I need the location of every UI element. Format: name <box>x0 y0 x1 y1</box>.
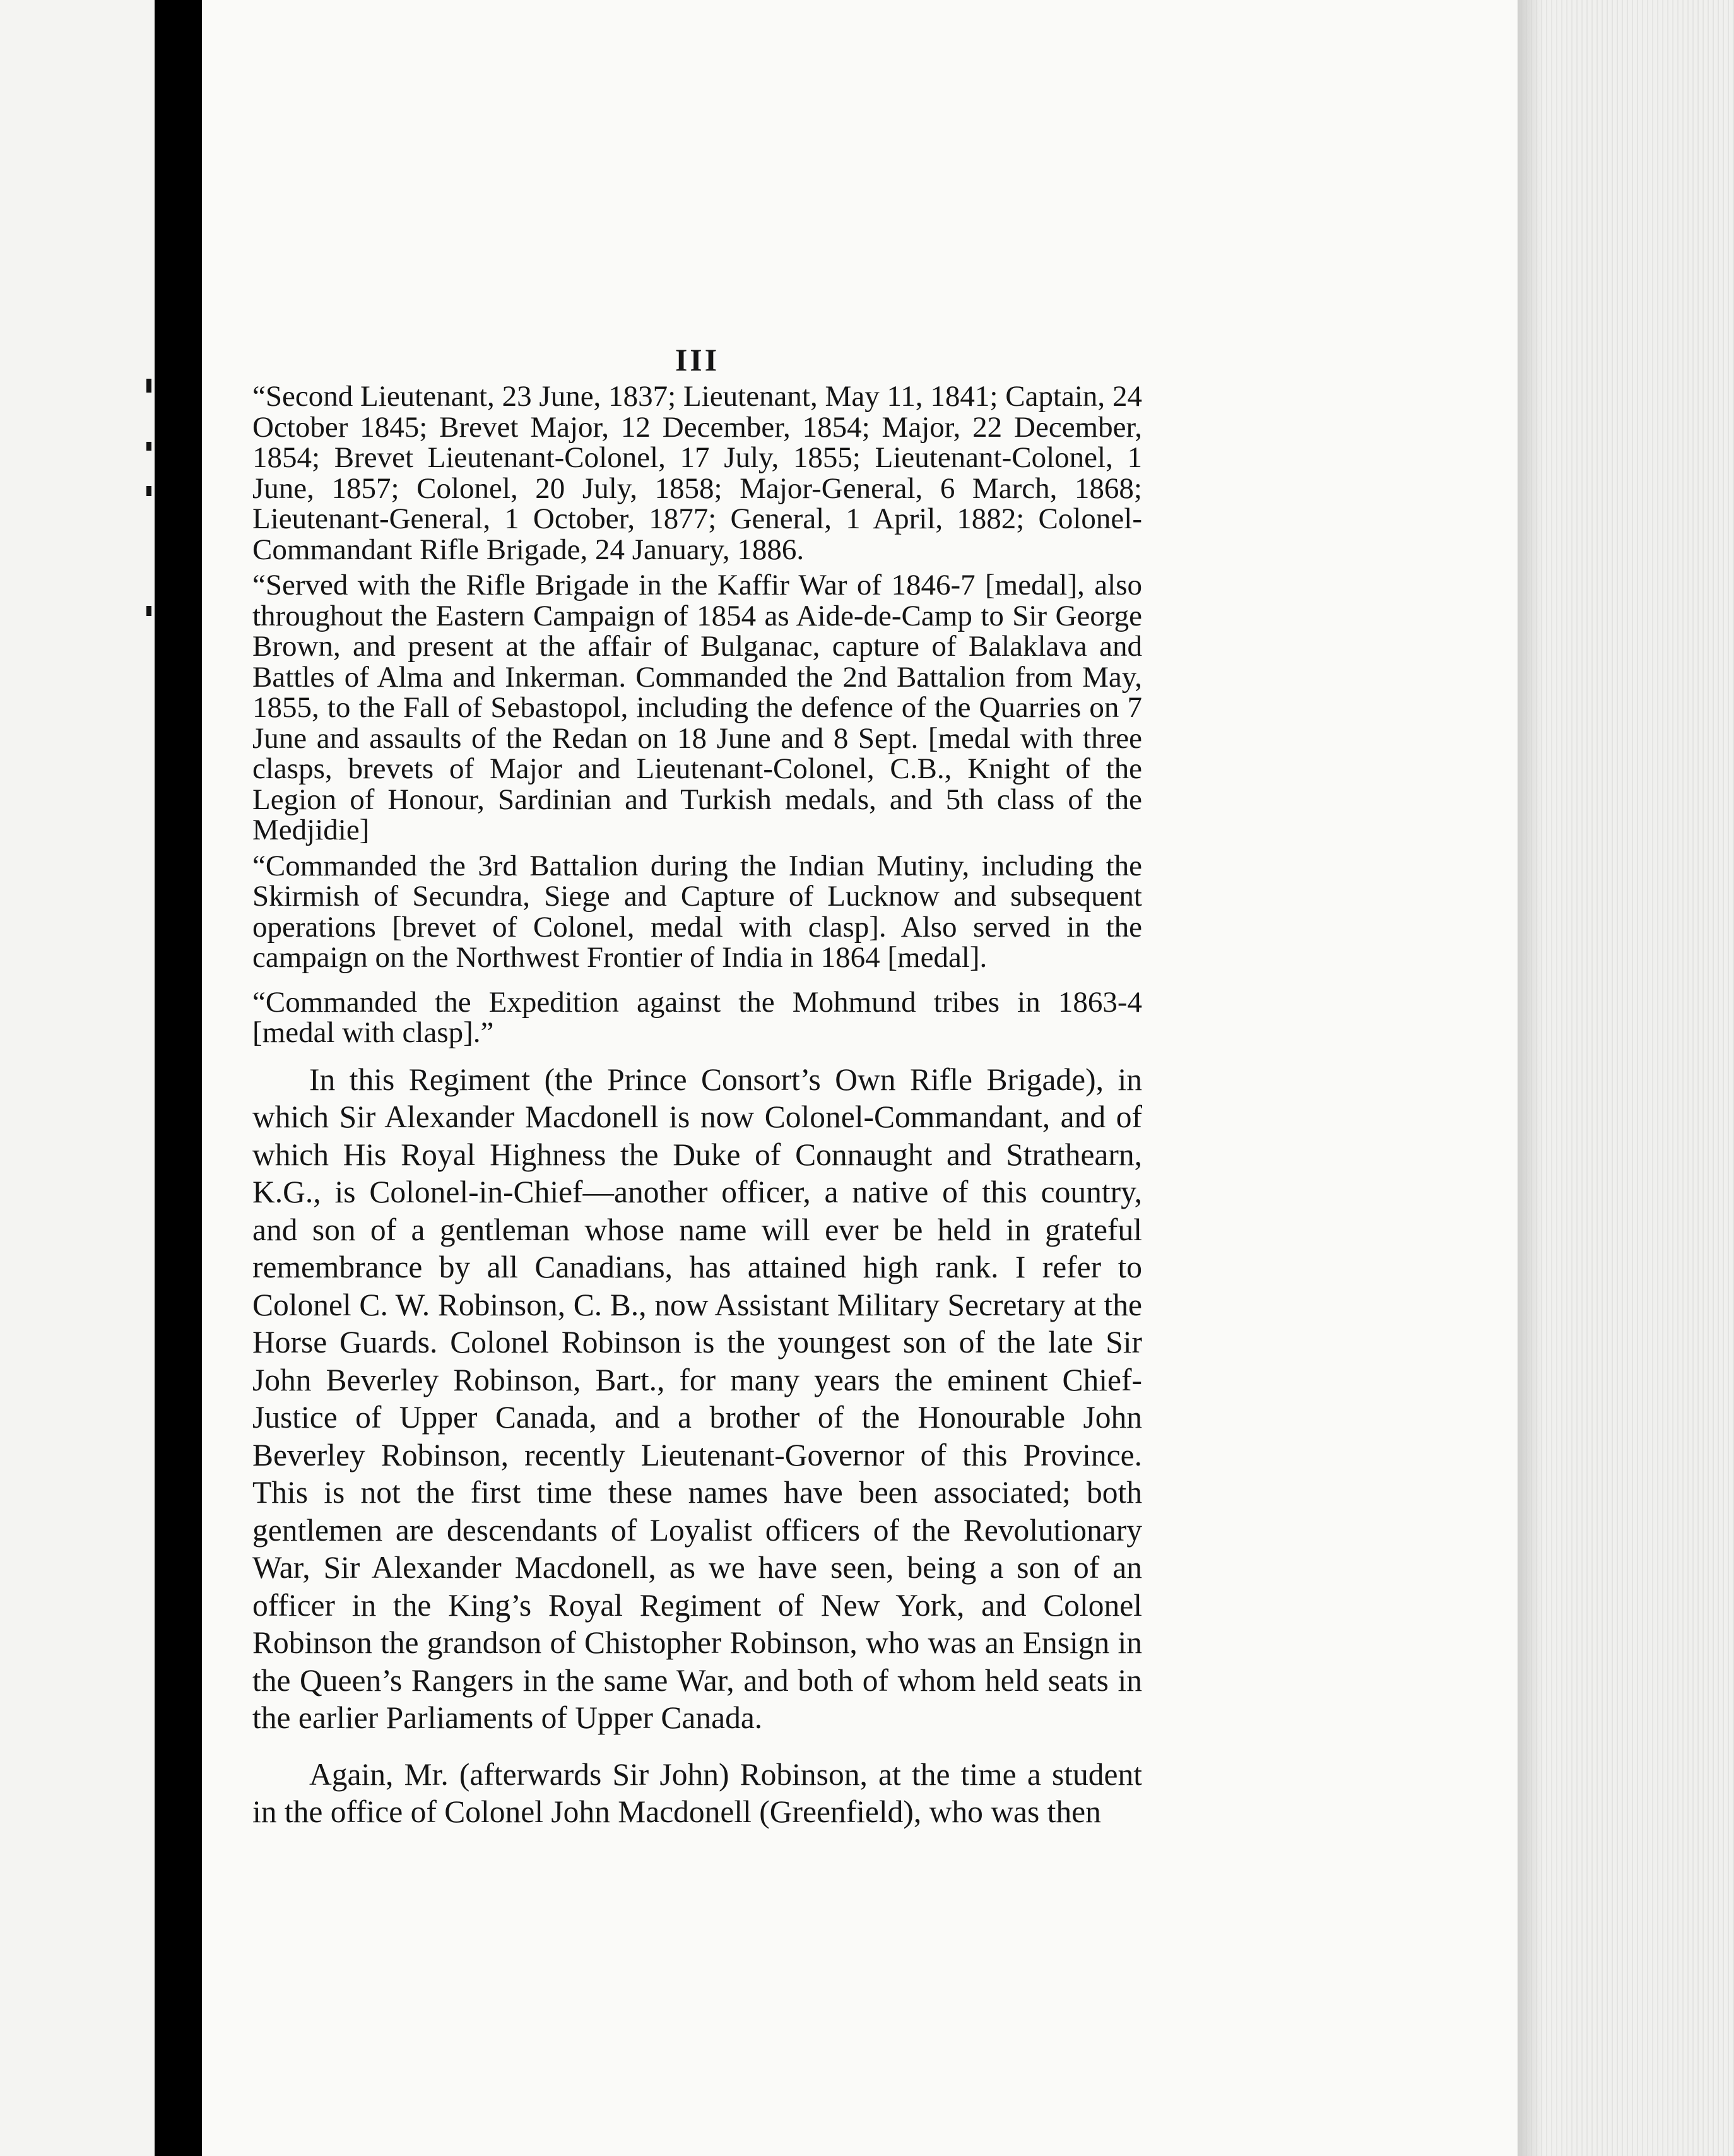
quote-mohmund-expedition: “Commanded the Expedition against the Mohmund tribes in 1863-4 [medal with clasp].” <box>252 985 1142 1049</box>
book-gutter <box>155 0 202 2156</box>
quote-service-record: “Second Lieutenant, 23 June, 1837; Lieutenant, May 11, 1841; Captain, 24 October 1845; Brevet Major, 12 December, 1854; Major, 22 December, 1854; Brevet Lieutenant-Colonel, 17 July, 1855; Lieutenant-Colonel, 1 June, 1857; Colonel, 20 July, 1858; Major-General, 6 March, 1868; Lieutenant-General, 1 October, 1877; General, 1 April, 1882; Colonel-Commandant Rifle Brigade, 24 January, 1886. <box>252 380 1142 566</box>
page-text <box>252 341 1142 1831</box>
body-paragraph-regiment: In this Regiment (the Prince Consort’s Own Rifle Brigade), in which Sir Alexander Macdonell is now Colonel-Commandant, and of which His Royal Highness the Duke of Connaught and Strathearn, K.G., is Colonel-in-Chief—another officer, a native of this country, and son of a gentleman whose name will ever be held in grateful remembrance by all Canadians, has attained high rank. I refer to Colonel C. W. Robinson, C. B., now Assistant Military Secretary at the Horse Guards. Colonel Robinson is the youngest son of the late Sir John Beverley Robinson, Bart., for many years the eminent Chief-Justice of Upper Canada, and a brother of the Honourable John Beverley Robinson, recently Lieutenant-Governor of this Province. This is not the first time these names have been associated; both gentlemen are descendants of Loyalist officers of the Revolutionary War, Sir Alexander Macdonell, as we have seen, being a son of an officer in the King’s Royal Regiment of New York, and Colonel Robinson the grandson of Chistopher Robinson, who was an Ensign in the Queen’s Rangers in the same War, and both of whom held seats in the earlier Parliaments of Upper Canada. <box>252 1062 1142 1735</box>
page-number: III <box>675 342 720 377</box>
body-paragraph-robinson: Again, Mr. (afterwards Sir John) Robinson, at the time a student in the office of Colonel John Macdonell (Greenfield), who was then <box>252 1756 1142 1829</box>
facing-page-ink-mark <box>146 606 151 616</box>
quote-indian-mutiny: “Commanded the 3rd Battalion during the Indian Mutiny, including the Skirmish of Secundra, Siege and Capture of Lucknow and subsequent operations [brevet of Colonel, medal with clasp]. Also served in the campaign on the Northwest Frontier of India in 1864 [medal]. <box>252 849 1142 974</box>
page-stack-shadow <box>1518 0 1543 2156</box>
facing-page-ink-mark <box>146 486 151 496</box>
facing-page-ink-mark <box>146 442 151 451</box>
facing-page-edge <box>0 0 155 2156</box>
facing-page-ink-mark <box>146 379 151 393</box>
quote-rifle-brigade-service: “Served with the Rifle Brigade in the Kaffir War of 1846-7 [medal], also throughout the Eastern Campaign of 1854 as Aide-de-Camp to Sir George Brown, and present at the affair of Bulganac, capture of Balaklava and Battles of Alma and Inkerman. Commanded the 2nd Battalion from May, 1855, to the Fall of Sebastopol, including the defence of the Quarries on 7 June and assaults of the Redan on 18 June and 8 Sept. [medal with three clasps, brevets of Major and Lieutenant-Colonel, C.B., Knight of the Legion of Honour, Sardinian and Turkish medals, and 5th class of the Medjidie] <box>252 569 1142 846</box>
page-stack-edges <box>1518 0 1734 2156</box>
